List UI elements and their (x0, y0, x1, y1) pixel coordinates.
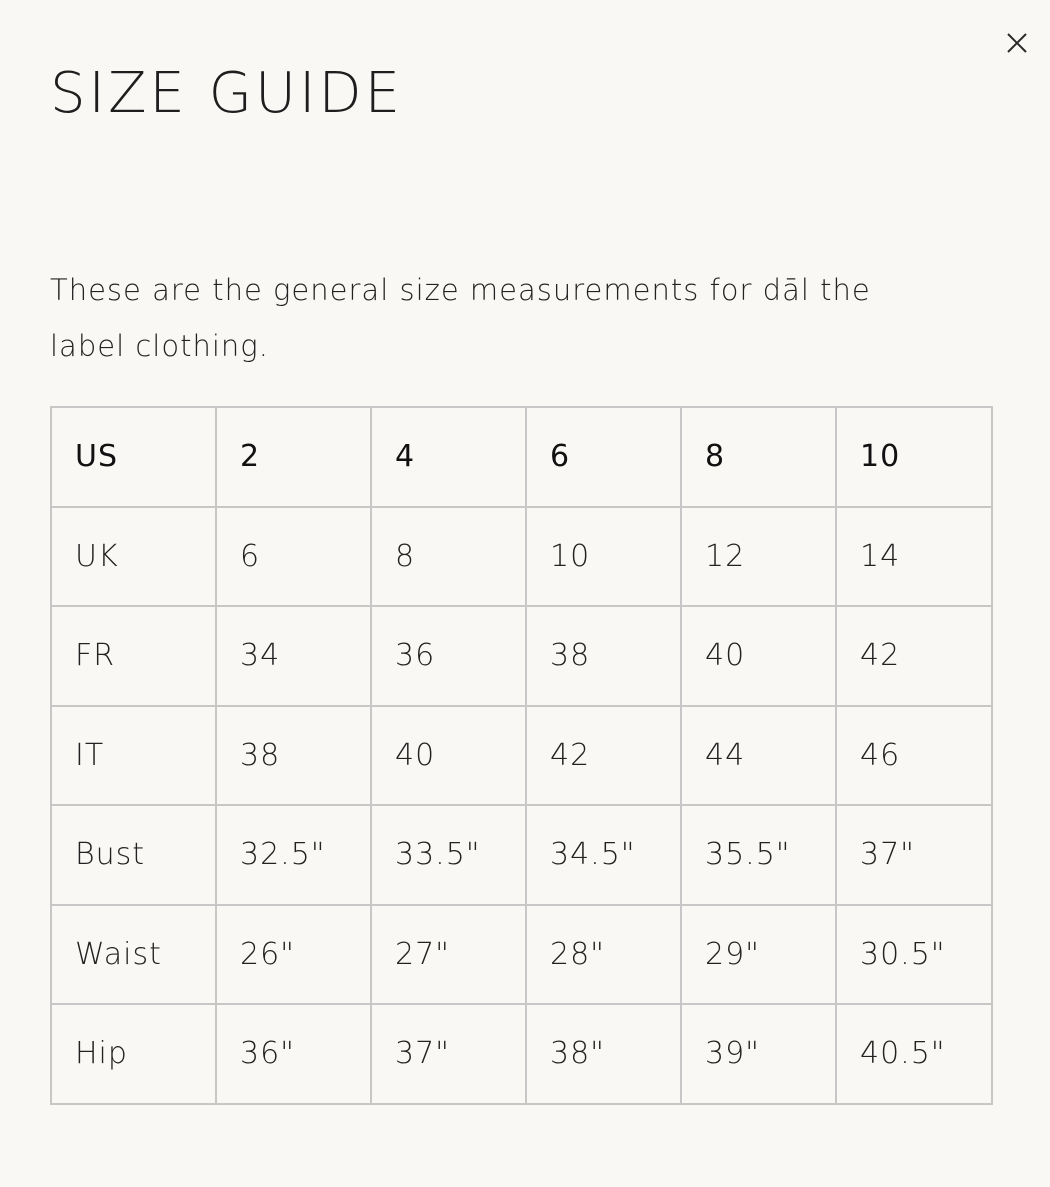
table-cell: 28" (526, 905, 681, 1005)
table-cell: 37" (836, 805, 992, 905)
table-cell: 38 (216, 706, 371, 806)
table-cell: 4 (371, 407, 526, 507)
table-cell: 44 (681, 706, 836, 806)
table-cell: 42 (526, 706, 681, 806)
table-cell: FR (51, 606, 216, 706)
table-header-row (51, 407, 992, 507)
table-cell: 10 (526, 507, 681, 607)
size-table (50, 406, 993, 1105)
table-row (51, 905, 992, 1005)
table-cell: 2 (216, 407, 371, 507)
table-cell: 38 (526, 606, 681, 706)
table-row (51, 507, 992, 607)
table-cell: 14 (836, 507, 992, 607)
table-cell: 40 (681, 606, 836, 706)
page-title: SIZE GUIDE (50, 61, 404, 126)
table-cell: US (51, 407, 216, 507)
table-cell: UK (51, 507, 216, 607)
close-button[interactable] (1000, 28, 1034, 62)
table-cell: 30.5" (836, 905, 992, 1005)
close-icon (1000, 28, 1034, 62)
table-cell: 39" (681, 1004, 836, 1104)
table-cell: 34.5" (526, 805, 681, 905)
table-cell: IT (51, 706, 216, 806)
table-cell: 36" (216, 1004, 371, 1104)
table-cell: 36 (371, 606, 526, 706)
table-cell: Waist (51, 905, 216, 1005)
table-cell: 35.5" (681, 805, 836, 905)
table-row (51, 706, 992, 806)
table-cell: 27" (371, 905, 526, 1005)
intro-text: These are the general size measurements for dāl the label clothing. (50, 273, 871, 363)
table-cell: 33.5" (371, 805, 526, 905)
table-cell: 37" (371, 1004, 526, 1104)
table-row (51, 805, 992, 905)
table-cell: 8 (371, 507, 526, 607)
table-row (51, 606, 992, 706)
table-cell: 38" (526, 1004, 681, 1104)
table-cell: 10 (836, 407, 992, 507)
table-cell: 32.5" (216, 805, 371, 905)
table-cell: 42 (836, 606, 992, 706)
table-cell: Hip (51, 1004, 216, 1104)
table-cell: 34 (216, 606, 371, 706)
table-cell: 46 (836, 706, 992, 806)
table-cell: 12 (681, 507, 836, 607)
table-cell: 29" (681, 905, 836, 1005)
table-cell: 6 (216, 507, 371, 607)
table-cell: 8 (681, 407, 836, 507)
table-cell: Bust (51, 805, 216, 905)
table-cell: 40 (371, 706, 526, 806)
table-cell: 6 (526, 407, 681, 507)
table-cell: 40.5" (836, 1004, 992, 1104)
table-row (51, 1004, 992, 1104)
table-cell: 26" (216, 905, 371, 1005)
